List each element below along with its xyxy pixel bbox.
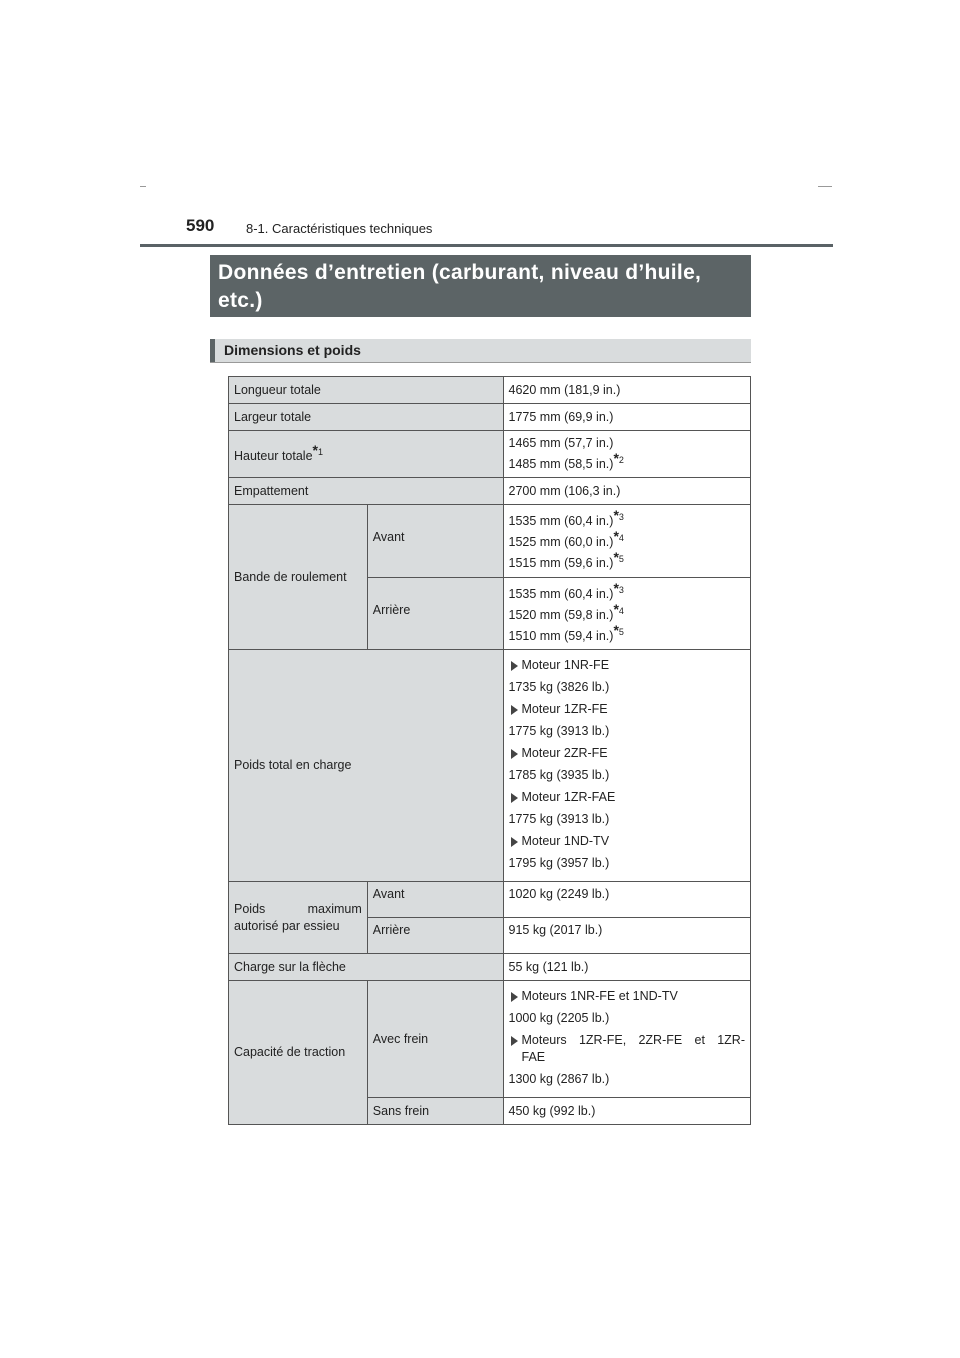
- engine-item: Moteur 1ZR-FE: [509, 701, 745, 718]
- sub-label: Avec frein: [367, 981, 503, 1098]
- engine-value: 1300 kg (2867 lb.): [508, 1072, 610, 1087]
- row-value: 450 kg (992 lb.): [503, 1098, 750, 1125]
- value-line: 1465 mm (57,7 in.): [508, 436, 614, 450]
- table-row: [229, 431, 751, 478]
- row-value: [503, 505, 750, 577]
- value-line: 1510 mm (59,4 in.)*$^5$: [508, 621, 624, 644]
- value-line: 1485 mm (58,5 in.)*$^2$: [508, 450, 624, 472]
- label-line: Poids maximum: [234, 901, 362, 916]
- row-label: Charge sur la flèche: [229, 954, 504, 981]
- row-value: [503, 431, 750, 478]
- row-label: Bande de roulement: [229, 505, 368, 650]
- engine-item: Moteurs 1ZR-FE, 2ZR-FE et 1ZR- FAE: [509, 1032, 745, 1066]
- sub-label: Avant: [367, 882, 503, 918]
- sub-label: Sans frein: [367, 1098, 503, 1125]
- value-line: 1525 mm (60,0 in.)*$^4$: [508, 528, 624, 550]
- table-row: [229, 404, 751, 431]
- engine-item: Moteurs 1NR-FE et 1ND-TV: [509, 988, 745, 1005]
- sub-label: Avant: [367, 505, 503, 577]
- page-title: Données d’entretien (carburant, niveau d’huile, etc.): [210, 255, 751, 317]
- sub-label: Arrière: [367, 918, 503, 954]
- sub-label: Arrière: [367, 577, 503, 649]
- row-label: Capacité de traction: [229, 981, 368, 1125]
- engine-value: 1735 kg (3826 lb.): [508, 680, 610, 695]
- row-value: [503, 650, 750, 882]
- row-label: Largeur totale: [229, 404, 504, 431]
- value-line: 1515 mm (59,6 in.)*$^5$: [508, 549, 624, 571]
- engine-item: Moteur 1ZR-FAE: [509, 789, 745, 806]
- engine-value: 1775 kg (3913 lb.): [508, 724, 610, 739]
- engine-value: 1785 kg (3935 lb.): [508, 768, 610, 783]
- table-row: [229, 505, 751, 577]
- row-value: 1020 kg (2249 lb.): [503, 882, 750, 918]
- row-value: 4620 mm (181,9 in.): [503, 377, 750, 404]
- dimensions-table: [228, 376, 751, 1125]
- engine-item: Moteur 1NR-FE: [509, 657, 745, 674]
- value-line: 1535 mm (60,4 in.)*$^3$: [508, 507, 624, 529]
- crop-mark-right: [818, 186, 832, 187]
- row-label: Empattement: [229, 478, 504, 505]
- engine-value: 1795 kg (3957 lb.): [508, 856, 610, 871]
- label-line: autorisé par essieu: [234, 918, 340, 933]
- row-value: [503, 577, 750, 649]
- row-label: Poids total en charge: [229, 650, 504, 882]
- engine-value: 1775 kg (3913 lb.): [508, 812, 610, 827]
- row-value: [503, 981, 750, 1098]
- table-row: [229, 478, 751, 505]
- section-label: 8-1. Caractéristiques techniques: [246, 221, 433, 236]
- subheading: Dimensions et poids: [210, 339, 751, 363]
- table-row: [229, 954, 751, 981]
- row-value: 915 kg (2017 lb.): [503, 918, 750, 954]
- row-value: 55 kg (121 lb.): [503, 954, 750, 981]
- footnote-star: *: [613, 450, 619, 466]
- engine-value: 1000 kg (2205 lb.): [508, 1011, 610, 1026]
- footnote-number: 1: [317, 446, 323, 457]
- footnote-number: 2: [618, 455, 624, 465]
- row-value: 1775 mm (69,9 in.): [503, 404, 750, 431]
- page-number: 590: [186, 216, 215, 235]
- table-row: [229, 981, 751, 1098]
- hauteur-label: Hauteur totale: [234, 448, 313, 463]
- table-row: [229, 882, 751, 918]
- footnote-star: *: [312, 441, 318, 458]
- table-row: [229, 650, 751, 882]
- header-rule: [140, 244, 833, 247]
- value-line: 1520 mm (59,8 in.)*$^4$: [508, 600, 624, 622]
- row-label: [229, 431, 504, 478]
- row-label: Longueur totale: [229, 377, 504, 404]
- table-row: [229, 377, 751, 404]
- crop-mark-left: [140, 186, 146, 187]
- value-line: 1535 mm (60,4 in.)*$^3$: [508, 579, 624, 601]
- row-label: [229, 882, 368, 954]
- engine-item: Moteur 1ND-TV: [509, 833, 745, 850]
- row-value: 2700 mm (106,3 in.): [503, 478, 750, 505]
- engine-item: Moteur 2ZR-FE: [509, 745, 745, 762]
